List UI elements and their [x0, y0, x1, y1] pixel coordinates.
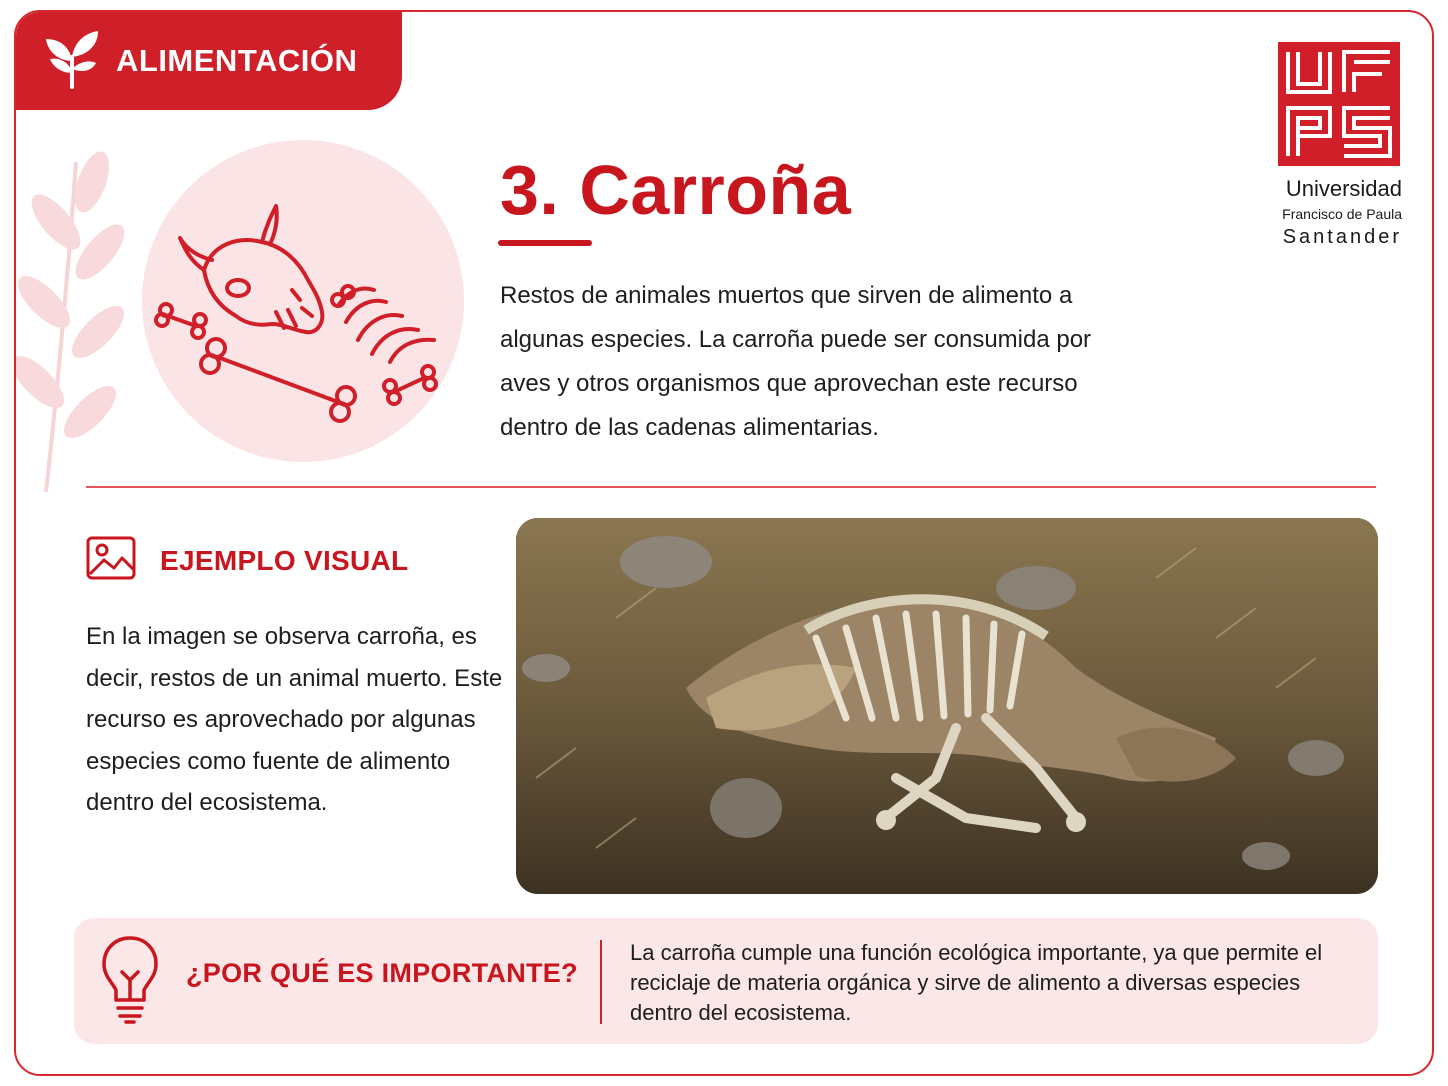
page-title: 3. Carroña — [500, 151, 852, 229]
topic-description: Restos de animales muertos que sirven de alimento a algunas especies. La carroña puede ser consumida por aves y otros organismos que aprovechan este recurso dentro de las cadenas alimentarias. — [500, 282, 1092, 441]
decorative-leaves — [16, 142, 136, 507]
image-icon — [86, 536, 136, 585]
importance-text: La carroña cumple una función ecológica importante, ya que permite el reciclaje de materia orgánica y sirve de alimento a diversas especies dentro del ecosistema. — [630, 940, 1323, 1025]
ufps-logo-mark — [1278, 42, 1400, 166]
carrion-photo — [516, 518, 1378, 894]
example-header — [86, 536, 408, 585]
lightbulb-icon — [98, 932, 162, 1033]
sprout-icon — [40, 27, 104, 96]
illustration-circle — [142, 140, 464, 462]
logo-name: Universidad — [1285, 176, 1402, 201]
logo-subtitle: Francisco de Paula — [1282, 206, 1402, 222]
banner-separator — [600, 940, 602, 1024]
section-divider — [86, 486, 1376, 488]
title-underline — [498, 240, 592, 246]
category-tab — [16, 12, 402, 110]
skull-bones-icon — [142, 140, 464, 462]
example-text: En la imagen se observa carroña, es decir, restos de un animal muerto. Este recurso es aprovechado por algunas especies como fuente de alimento dentro del ecosistema. — [86, 623, 503, 816]
logo-subtitle-2: Santander — [1282, 226, 1402, 248]
info-card — [14, 10, 1434, 1076]
university-logo — [1278, 42, 1402, 249]
example-title: EJEMPLO VISUAL — [160, 544, 409, 576]
category-label: ALIMENTACIÓN — [116, 43, 358, 78]
importance-title: ¿POR QUÉ ES IMPORTANTE? — [186, 958, 578, 988]
importance-banner — [74, 918, 1378, 1044]
